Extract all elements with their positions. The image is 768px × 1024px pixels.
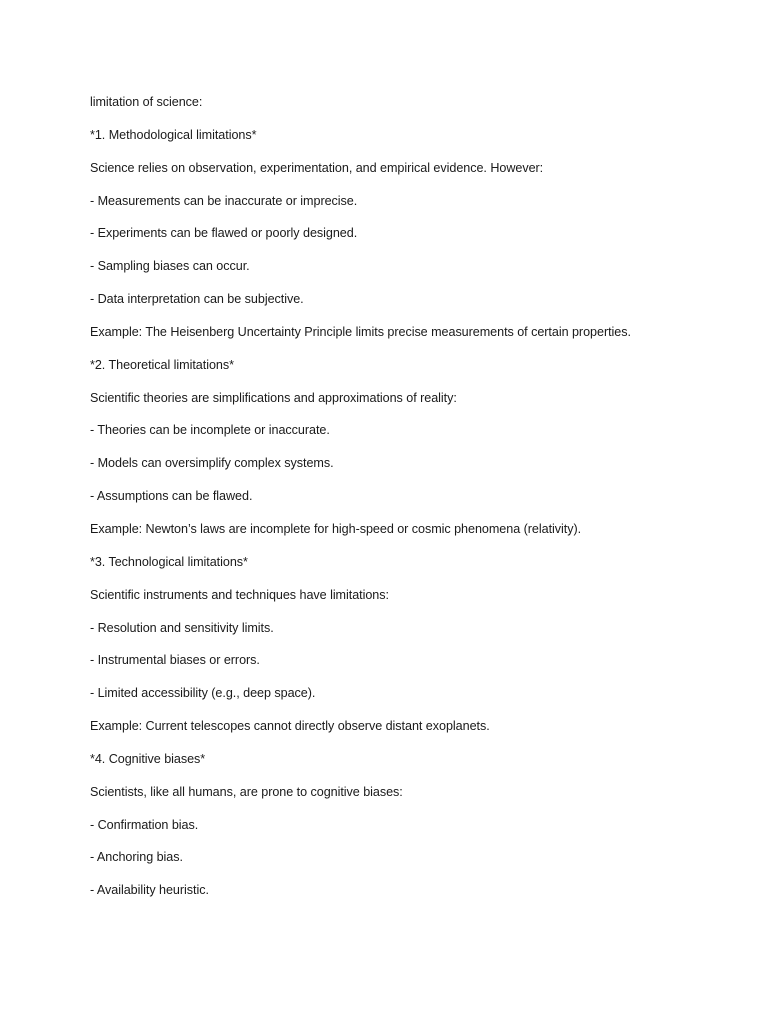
example-paragraph: Example: The Heisenberg Uncertainty Principle limits precise measurements of certain properties. — [90, 324, 631, 339]
list-item: - Sampling biases can occur. — [90, 259, 250, 274]
list-item: - Resolution and sensitivity limits. — [90, 620, 274, 635]
list-item: - Models can oversimplify complex systems. — [90, 456, 334, 471]
paragraph: Scientific theories are simplifications and approximations of reality: — [90, 390, 457, 405]
list-item: - Measurements can be inaccurate or imprecise. — [90, 193, 358, 208]
list-item: - Theories can be incomplete or inaccurate. — [90, 423, 330, 438]
list-item: - Instrumental biases or errors. — [90, 653, 260, 668]
example-paragraph: Example: Newton’s laws are incomplete for high-speed or cosmic phenomena (relativity). — [90, 521, 582, 536]
example-paragraph: Example: Current telescopes cannot directly observe distant exoplanets. — [90, 719, 490, 734]
section-heading-theoretical: *2. Theoretical limitations* — [90, 357, 234, 372]
list-item: - Availability heuristic. — [90, 883, 209, 898]
document-title: limitation of science: — [90, 95, 203, 109]
paragraph: Scientists, like all humans, are prone to cognitive biases: — [90, 784, 403, 799]
list-item: - Data interpretation can be subjective. — [90, 292, 304, 307]
section-heading-technological: *3. Technological limitations* — [90, 554, 248, 569]
list-item: - Confirmation bias. — [90, 817, 199, 832]
document-body — [90, 92, 730, 913]
paragraph: Scientific instruments and techniques have limitations: — [90, 587, 389, 602]
section-heading-cognitive: *4. Cognitive biases* — [90, 751, 206, 766]
list-item: - Assumptions can be flawed. — [90, 489, 253, 504]
list-item: - Experiments can be flawed or poorly designed. — [90, 226, 358, 241]
section-heading-methodological: *1. Methodological limitations* — [90, 127, 257, 142]
list-item: - Limited accessibility (e.g., deep space). — [90, 686, 316, 701]
paragraph: Science relies on observation, experimentation, and empirical evidence. However: — [90, 160, 544, 175]
list-item: - Anchoring bias. — [90, 850, 183, 865]
